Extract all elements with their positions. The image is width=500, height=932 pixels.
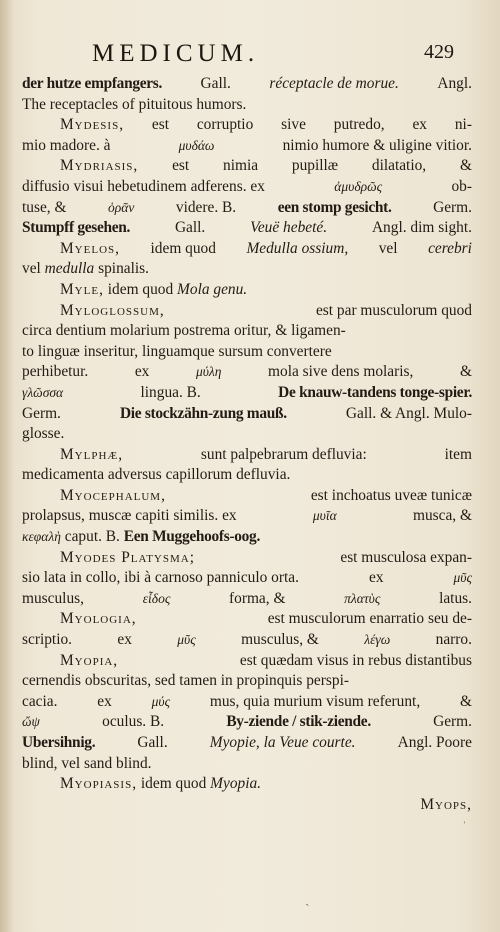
blackletter-term: By-ziende / stik-ziende.	[226, 713, 371, 731]
text-line	[22, 548, 472, 569]
text-line	[22, 136, 472, 157]
italic-term: Medulla ossium,	[246, 239, 349, 257]
headword: Myocephalum,	[60, 486, 166, 504]
text-line	[22, 712, 472, 733]
text-segment: Angl.	[437, 75, 472, 92]
headword: Myloglossum,	[60, 301, 165, 319]
text-line	[22, 301, 472, 322]
text-segment: Gall.	[174, 219, 206, 237]
headword: Mylphæ,	[60, 445, 124, 463]
headword: Mydriasis,	[60, 157, 139, 175]
greek-term: ὁρᾶν	[108, 199, 135, 215]
text-segment: perhibetur.	[22, 363, 89, 381]
text-line	[22, 754, 472, 775]
text-segment: Gall.	[137, 734, 168, 751]
paper-speck: ˏ	[305, 892, 310, 907]
text-segment: forma, &	[229, 589, 286, 607]
italic-term: réceptacle de morue.	[269, 75, 399, 92]
text-line	[22, 465, 472, 486]
text-segment: narro.	[435, 631, 472, 649]
blackletter-term: een stomp gesicht.	[277, 198, 392, 216]
text-segment: Germ.	[433, 198, 472, 216]
text-line	[22, 156, 472, 177]
headword: Mydesis,	[60, 116, 125, 134]
text-segment: ex	[412, 116, 427, 134]
text-segment: glosse.	[22, 425, 65, 443]
text-segment: vel	[22, 260, 41, 278]
greek-term: μυδάω	[178, 137, 215, 153]
text-segment: ob-	[451, 177, 472, 195]
italic-term: Mola genu.	[177, 280, 248, 298]
italic-term: medulla	[44, 260, 95, 278]
text-segment: Gall. & Angl. Mulo-	[345, 404, 472, 422]
greek-term: μῦς	[177, 632, 196, 648]
text-segment: idem quod	[140, 775, 207, 793]
text-line	[22, 774, 472, 795]
text-segment: sunt palpebrarum defluvia:	[200, 445, 367, 463]
dictionary-text-block	[22, 74, 472, 815]
text-segment: to linguæ inseritur, linguamque sursum convertere	[22, 342, 332, 360]
blackletter-term: Ubersihnig.	[22, 734, 96, 751]
greek-term: μυῖα	[312, 508, 337, 524]
headword: Myelos,	[60, 239, 120, 257]
text-segment: cernendis obscuritas, sed tamen in propinquis perspi-	[22, 672, 349, 690]
text-line	[22, 733, 472, 754]
text-line	[22, 589, 472, 610]
text-segment: ex	[97, 692, 112, 710]
text-line	[22, 630, 472, 651]
headword: Myopiasis,	[60, 775, 138, 793]
text-segment: est musculosa expan-	[340, 548, 472, 566]
blackletter-term: der hutze empfangers.	[22, 75, 163, 92]
text-segment: &	[460, 692, 472, 710]
headword: Myologia,	[60, 610, 137, 628]
text-segment: oculus. B.	[102, 713, 165, 731]
greek-term: ὤψ	[22, 714, 40, 730]
headword: Myle,	[60, 280, 104, 298]
text-segment: nimia	[223, 157, 259, 175]
paper-speck: ˈ	[462, 820, 467, 835]
text-segment: mus, quia murium visum referunt,	[209, 692, 421, 710]
text-segment: cacia.	[22, 692, 58, 710]
text-segment: ex	[117, 631, 132, 649]
blackletter-term: De knauw-tandens tonge-spier.	[278, 383, 472, 401]
greek-term: γλῶσσα	[22, 384, 64, 400]
italic-term: Veuë hebeté.	[250, 219, 328, 237]
text-segment: ex	[368, 569, 384, 587]
text-segment: vel	[378, 239, 398, 257]
text-segment: Angl. Poore	[397, 734, 472, 751]
text-segment: &	[459, 157, 472, 175]
greek-term: ἀμυδρῶς	[334, 178, 383, 194]
text-segment: mio madore. à	[22, 136, 111, 154]
text-line	[22, 239, 472, 260]
headword: Myops,	[420, 795, 472, 813]
greek-term: μύς	[151, 693, 171, 709]
text-line	[22, 424, 472, 445]
text-line	[22, 74, 472, 95]
text-segment: diffusio visui hebetudinem adferens. ex	[22, 177, 265, 195]
text-segment: Gall.	[200, 75, 231, 92]
text-line	[22, 198, 472, 219]
running-title: MEDICUM.	[92, 40, 260, 67]
text-line	[22, 259, 472, 280]
text-segment: videre. B.	[175, 198, 237, 216]
text-segment: musca, &	[412, 507, 472, 525]
text-line	[22, 651, 472, 672]
text-segment: blind, vel sand blind.	[22, 754, 152, 772]
greek-term: κεφαλὴ	[22, 529, 61, 545]
text-segment: est par musculorum quod	[315, 301, 472, 319]
text-segment: latus.	[439, 589, 472, 607]
text-segment: pupillæ	[291, 157, 339, 175]
text-segment: sive	[281, 116, 306, 134]
text-line	[22, 506, 472, 527]
text-segment: nimio humore & uligine vitior.	[282, 136, 472, 154]
headword: Myodes Platysma;	[60, 548, 195, 566]
text-line	[22, 383, 472, 404]
text-segment: The receptacles of pituitous humors.	[22, 95, 247, 113]
text-segment: mola sive dens molaris,	[268, 363, 414, 381]
text-segment: est inchoatus uveæ tunicæ	[310, 486, 472, 504]
text-segment: est quædam visus in rebus distantibus	[239, 651, 472, 669]
text-segment: corruptio	[196, 116, 254, 134]
text-segment: ex	[134, 363, 150, 381]
text-line	[22, 795, 472, 816]
text-line	[22, 671, 472, 692]
text-line	[22, 362, 472, 383]
text-line	[22, 692, 472, 713]
text-segment: est musculorum enarratio seu de-	[267, 610, 472, 628]
text-segment: caput. B.	[64, 528, 120, 546]
page-gutter-shadow	[0, 0, 14, 932]
page-number: 429	[424, 41, 454, 63]
text-line	[22, 527, 472, 548]
text-line	[22, 609, 472, 630]
text-segment: Germ.	[433, 713, 472, 731]
blackletter-term: Stumpff gesehen.	[22, 219, 131, 237]
text-line	[22, 177, 472, 198]
text-segment: spinalis.	[98, 260, 150, 278]
text-segment: lingua. B.	[140, 383, 201, 401]
text-segment: Angl. dim sight.	[371, 219, 472, 237]
blackletter-term: Een Muggehoofs-oog.	[123, 528, 261, 546]
blackletter-term: Die stockzähn-zung mauß.	[119, 404, 287, 422]
text-segment: item	[444, 445, 472, 463]
greek-term: μῦς	[453, 570, 472, 586]
text-segment: sio lata in collo, ibi à carnoso panniculo orta.	[22, 569, 299, 587]
text-segment: idem quod	[107, 280, 174, 298]
text-segment: ni-	[454, 116, 472, 134]
text-segment: putredo,	[333, 116, 385, 134]
text-segment: Germ.	[22, 404, 61, 422]
greek-term: λέγω	[364, 632, 391, 648]
text-line	[22, 404, 472, 425]
text-line	[22, 321, 472, 342]
text-line	[22, 342, 472, 363]
greek-term: πλατὺς	[344, 590, 381, 606]
text-line	[22, 568, 472, 589]
text-line	[22, 445, 472, 466]
headword: Myopia,	[60, 651, 119, 669]
text-segment: &	[459, 363, 472, 381]
text-line	[22, 280, 472, 301]
text-segment: est	[151, 116, 169, 134]
text-line	[22, 486, 472, 507]
italic-term: Myopie, la Veue courte.	[209, 734, 356, 751]
text-segment: dilatatio,	[371, 157, 427, 175]
text-line	[22, 95, 472, 116]
italic-term: cerebri	[428, 239, 472, 257]
text-line	[22, 115, 472, 136]
text-segment: scriptio.	[22, 631, 73, 649]
text-segment: musculus,	[22, 589, 84, 607]
text-segment: est	[172, 157, 190, 175]
text-segment: circa dentium molarium postrema oritur, & ligamen-	[22, 322, 346, 340]
italic-term: Myopia.	[210, 775, 262, 793]
text-segment: tuse, &	[22, 198, 67, 216]
greek-term: μύλη	[195, 364, 222, 380]
text-line	[22, 218, 472, 239]
text-segment: prolapsus, muscæ capiti similis. ex	[22, 507, 237, 525]
greek-term: εἶδος	[142, 590, 171, 606]
text-segment: medicamenta adversus capillorum defluvia.	[22, 466, 291, 484]
text-segment: musculus, &	[241, 631, 319, 649]
text-segment: idem quod	[150, 239, 216, 257]
